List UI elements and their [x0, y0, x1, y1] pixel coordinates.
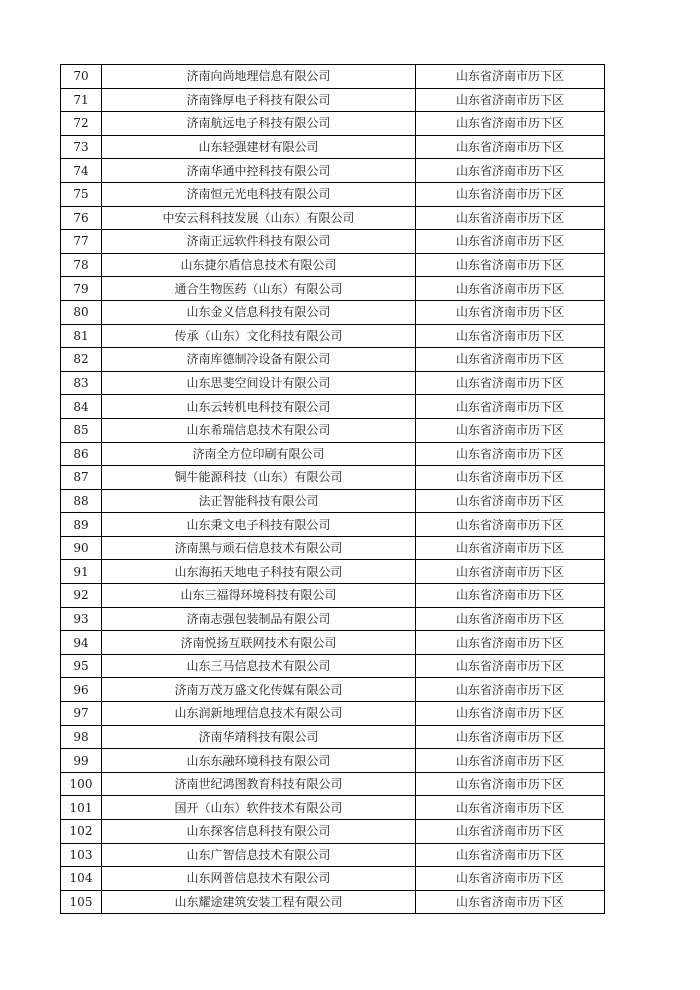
location-cell: 山东省济南市历下区	[416, 702, 605, 726]
company-name-cell: 山东东融环境科技有限公司	[102, 749, 416, 773]
company-name-cell: 传承（山东）文化科技有限公司	[102, 324, 416, 348]
location-cell: 山东省济南市历下区	[416, 536, 605, 560]
row-number-cell: 98	[61, 725, 102, 749]
company-name-cell: 济南锋厚电子科技有限公司	[102, 88, 416, 112]
company-name-cell: 通合生物医药（山东）有限公司	[102, 277, 416, 301]
row-number-cell: 96	[61, 678, 102, 702]
company-name-cell: 中安云科科技发展（山东）有限公司	[102, 206, 416, 230]
location-cell: 山东省济南市历下区	[416, 112, 605, 136]
location-cell: 山东省济南市历下区	[416, 890, 605, 914]
table-row	[61, 702, 605, 726]
row-number-cell: 80	[61, 300, 102, 324]
table-row	[61, 536, 605, 560]
table-row	[61, 418, 605, 442]
table-row	[61, 772, 605, 796]
table-row	[61, 206, 605, 230]
location-cell: 山东省济南市历下区	[416, 277, 605, 301]
row-number-cell: 73	[61, 135, 102, 159]
row-number-cell: 100	[61, 772, 102, 796]
row-number-cell: 97	[61, 702, 102, 726]
table-body	[61, 65, 605, 914]
row-number-cell: 86	[61, 442, 102, 466]
location-cell: 山东省济南市历下区	[416, 749, 605, 773]
row-number-cell: 92	[61, 584, 102, 608]
location-cell: 山东省济南市历下区	[416, 253, 605, 277]
table-row	[61, 560, 605, 584]
table-row	[61, 182, 605, 206]
company-name-cell: 山东广智信息技术有限公司	[102, 843, 416, 867]
table-row	[61, 230, 605, 254]
table-row	[61, 584, 605, 608]
location-cell: 山东省济南市历下区	[416, 796, 605, 820]
row-number-cell: 94	[61, 631, 102, 655]
company-name-cell: 济南全方位印刷有限公司	[102, 442, 416, 466]
row-number-cell: 91	[61, 560, 102, 584]
company-name-cell: 铜牛能源科技（山东）有限公司	[102, 466, 416, 490]
location-cell: 山东省济南市历下区	[416, 418, 605, 442]
row-number-cell: 93	[61, 607, 102, 631]
table-row	[61, 277, 605, 301]
location-cell: 山东省济南市历下区	[416, 442, 605, 466]
company-name-cell: 济南华通中控科技有限公司	[102, 159, 416, 183]
company-name-cell: 济南世纪鸿图教育科技有限公司	[102, 772, 416, 796]
location-cell: 山东省济南市历下区	[416, 206, 605, 230]
row-number-cell: 84	[61, 395, 102, 419]
row-number-cell: 82	[61, 348, 102, 372]
row-number-cell: 70	[61, 65, 102, 89]
table-row	[61, 466, 605, 490]
location-cell: 山东省济南市历下区	[416, 324, 605, 348]
location-cell: 山东省济南市历下区	[416, 395, 605, 419]
table-row	[61, 159, 605, 183]
table-row	[61, 135, 605, 159]
row-number-cell: 102	[61, 820, 102, 844]
row-number-cell: 77	[61, 230, 102, 254]
company-name-cell: 济南恒元光电科技有限公司	[102, 182, 416, 206]
location-cell: 山东省济南市历下区	[416, 489, 605, 513]
location-cell: 山东省济南市历下区	[416, 371, 605, 395]
table-row	[61, 749, 605, 773]
company-name-cell: 济南黑与顽石信息技术有限公司	[102, 536, 416, 560]
company-name-cell: 济南航远电子科技有限公司	[102, 112, 416, 136]
table-row	[61, 843, 605, 867]
table-row	[61, 371, 605, 395]
row-number-cell: 87	[61, 466, 102, 490]
location-cell: 山东省济南市历下区	[416, 300, 605, 324]
company-name-cell: 法正智能科技有限公司	[102, 489, 416, 513]
location-cell: 山东省济南市历下区	[416, 772, 605, 796]
row-number-cell: 78	[61, 253, 102, 277]
table-row	[61, 513, 605, 537]
location-cell: 山东省济南市历下区	[416, 678, 605, 702]
row-number-cell: 85	[61, 418, 102, 442]
table-row	[61, 300, 605, 324]
company-name-cell: 济南向尚地理信息有限公司	[102, 65, 416, 89]
row-number-cell: 83	[61, 371, 102, 395]
table-row	[61, 442, 605, 466]
location-cell: 山东省济南市历下区	[416, 513, 605, 537]
table-row	[61, 348, 605, 372]
location-cell: 山东省济南市历下区	[416, 820, 605, 844]
table-row	[61, 796, 605, 820]
table-row	[61, 489, 605, 513]
row-number-cell: 88	[61, 489, 102, 513]
company-name-cell: 济南志强包装制品有限公司	[102, 607, 416, 631]
company-name-cell: 山东三马信息技术有限公司	[102, 654, 416, 678]
company-name-cell: 山东捷尔盾信息技术有限公司	[102, 253, 416, 277]
row-number-cell: 79	[61, 277, 102, 301]
table-row	[61, 890, 605, 914]
company-name-cell: 山东海拓天地电子科技有限公司	[102, 560, 416, 584]
company-name-cell: 山东轻强建材有限公司	[102, 135, 416, 159]
row-number-cell: 104	[61, 867, 102, 891]
location-cell: 山东省济南市历下区	[416, 159, 605, 183]
table-row	[61, 65, 605, 89]
row-number-cell: 105	[61, 890, 102, 914]
location-cell: 山东省济南市历下区	[416, 230, 605, 254]
company-name-cell: 济南悦扬互联网技术有限公司	[102, 631, 416, 655]
company-name-cell: 济南万茂万盛文化传媒有限公司	[102, 678, 416, 702]
table-row	[61, 678, 605, 702]
row-number-cell: 75	[61, 182, 102, 206]
location-cell: 山东省济南市历下区	[416, 135, 605, 159]
location-cell: 山东省济南市历下区	[416, 560, 605, 584]
table-row	[61, 253, 605, 277]
company-name-cell: 山东三福得环境科技有限公司	[102, 584, 416, 608]
table-row	[61, 607, 605, 631]
company-name-cell: 山东希瑞信息技术有限公司	[102, 418, 416, 442]
row-number-cell: 90	[61, 536, 102, 560]
row-number-cell: 72	[61, 112, 102, 136]
table-row	[61, 867, 605, 891]
company-name-cell: 济南正远软件科技有限公司	[102, 230, 416, 254]
location-cell: 山东省济南市历下区	[416, 654, 605, 678]
company-name-cell: 山东思斐空间设计有限公司	[102, 371, 416, 395]
location-cell: 山东省济南市历下区	[416, 466, 605, 490]
location-cell: 山东省济南市历下区	[416, 182, 605, 206]
company-name-cell: 山东耀途建筑安装工程有限公司	[102, 890, 416, 914]
row-number-cell: 74	[61, 159, 102, 183]
table-row	[61, 820, 605, 844]
table-row	[61, 654, 605, 678]
table-row	[61, 395, 605, 419]
row-number-cell: 99	[61, 749, 102, 773]
company-name-cell: 山东金义信息科技有限公司	[102, 300, 416, 324]
location-cell: 山东省济南市历下区	[416, 867, 605, 891]
table-row	[61, 631, 605, 655]
location-cell: 山东省济南市历下区	[416, 631, 605, 655]
table-row	[61, 112, 605, 136]
company-name-cell: 山东网普信息技术有限公司	[102, 867, 416, 891]
location-cell: 山东省济南市历下区	[416, 65, 605, 89]
company-name-cell: 山东润新地理信息技术有限公司	[102, 702, 416, 726]
table-row	[61, 324, 605, 348]
location-cell: 山东省济南市历下区	[416, 88, 605, 112]
row-number-cell: 103	[61, 843, 102, 867]
company-name-cell: 济南华靖科技有限公司	[102, 725, 416, 749]
row-number-cell: 89	[61, 513, 102, 537]
row-number-cell: 76	[61, 206, 102, 230]
location-cell: 山东省济南市历下区	[416, 607, 605, 631]
row-number-cell: 71	[61, 88, 102, 112]
company-name-cell: 山东探客信息科技有限公司	[102, 820, 416, 844]
company-name-cell: 济南库德制冷设备有限公司	[102, 348, 416, 372]
row-number-cell: 101	[61, 796, 102, 820]
location-cell: 山东省济南市历下区	[416, 725, 605, 749]
company-name-cell: 国开（山东）软件技术有限公司	[102, 796, 416, 820]
table-row	[61, 725, 605, 749]
row-number-cell: 81	[61, 324, 102, 348]
company-name-cell: 山东云转机电科技有限公司	[102, 395, 416, 419]
location-cell: 山东省济南市历下区	[416, 843, 605, 867]
company-name-cell: 山东秉文电子科技有限公司	[102, 513, 416, 537]
location-cell: 山东省济南市历下区	[416, 348, 605, 372]
company-list-table	[60, 64, 605, 914]
location-cell: 山东省济南市历下区	[416, 584, 605, 608]
table-row	[61, 88, 605, 112]
row-number-cell: 95	[61, 654, 102, 678]
